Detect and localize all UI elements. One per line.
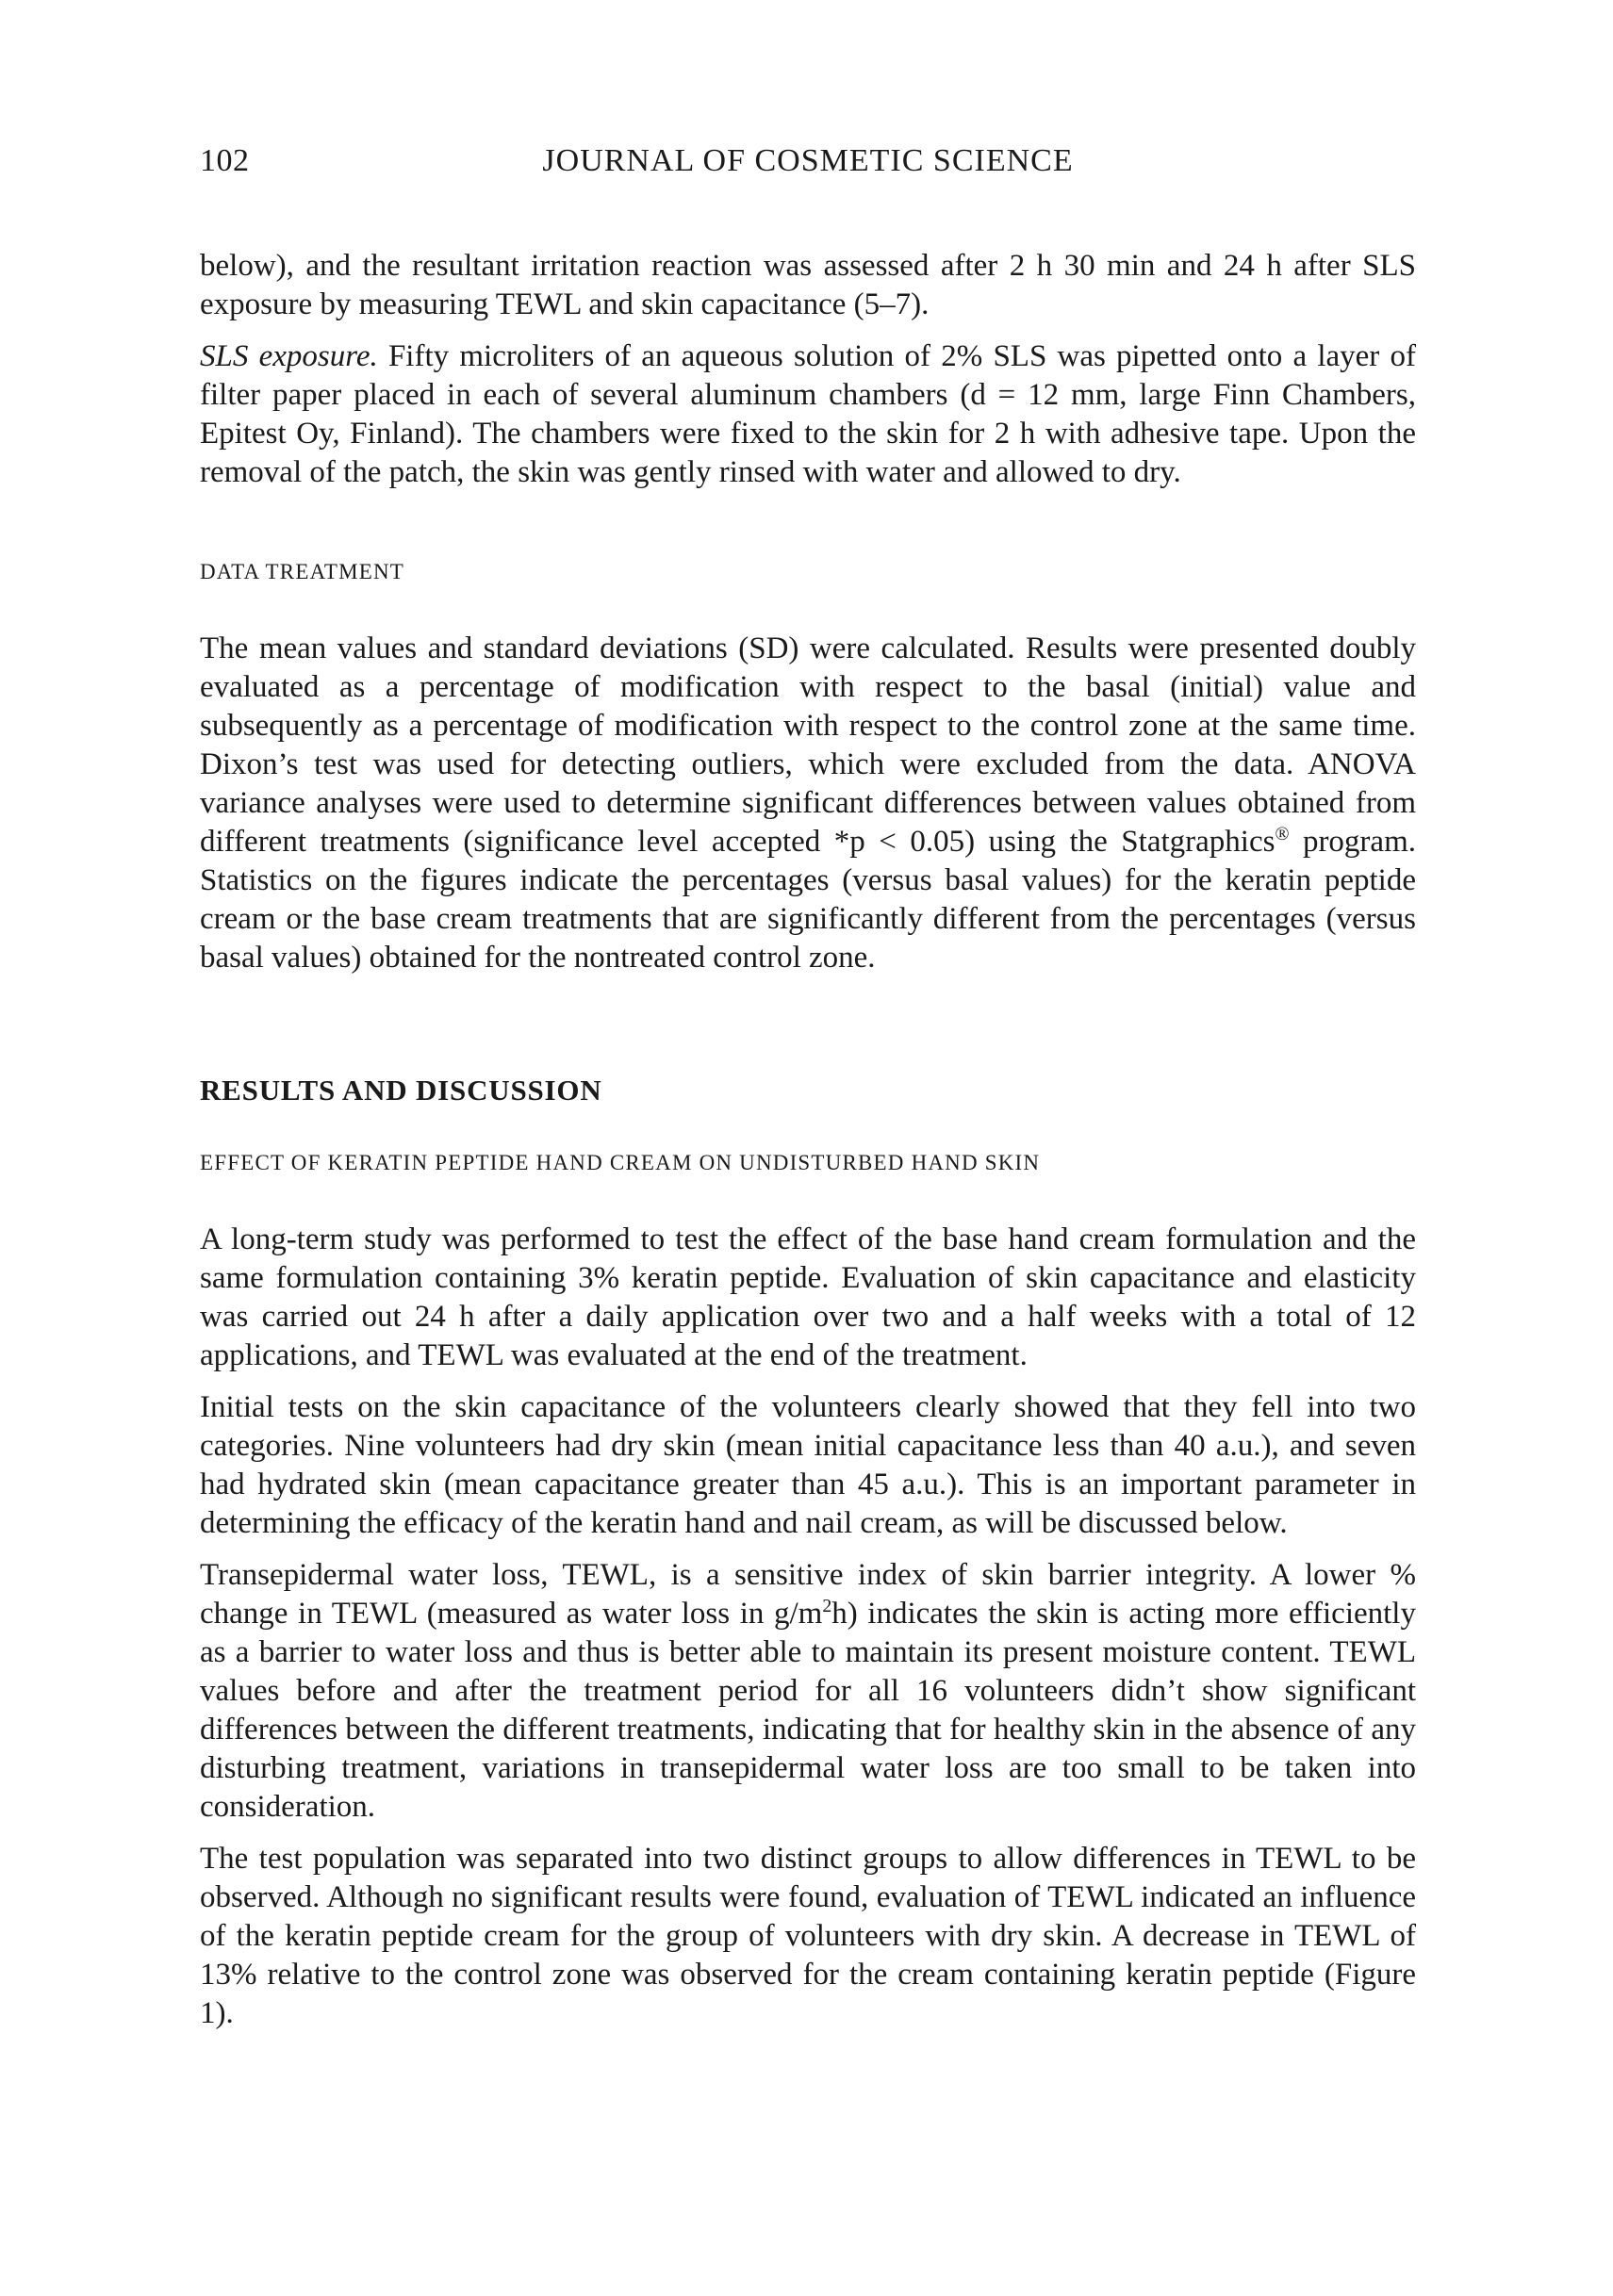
paragraph-tewl (200, 1556, 1416, 1827)
page-number: 102 (200, 143, 250, 178)
superscript-two: 2 (822, 1596, 832, 1616)
paragraph-sls-exposure-text: Fifty microliters of an aqueous solution of 2% SLS was pipetted onto a layer of filter paper placed in each of several aluminum chambers (d = 12 mm, large Finn Chambers, Epitest Oy, Finland). The chambers were fixed to the skin for 2 h with adhesive tape. Upon the removal of the patch, the skin was gently rinsed with water and allowed to dry. (200, 339, 1416, 489)
registered-mark: ® (1275, 824, 1290, 845)
paragraph-initial-tests: Initial tests on the skin capacitance of the volunteers clearly showed that they fell into two categories. Nine volunteers had dry skin (mean initial capacitance less than 40 a.u.), and seven had hydrated skin (mean capacitance greater than 45 a.u.). This is an important parameter in determining the efficacy of the keratin hand and nail cream, as will be discussed below. (200, 1390, 1416, 1540)
paragraph-tewl-text-b: h) indicates the skin is acting more efficiently as a barrier to water loss and thus is better able to maintain its present moisture content. TEWL values before and after the treatment period for all 16 volunteers didn’t show significant differences between the different treatments, indicating that for healthy skin in the absence of any disturbing treatment, variations in transepidermal water loss are too small to be taken into consideration. (200, 1597, 1416, 1824)
section-subheading-data-treatment: DATA TREATMENT (200, 560, 405, 583)
paragraph-tewl-text-a: Transepidermal water loss, TEWL, is a sensitive index of skin barrier integrity. A lower % change in TEWL (measured as water loss in g/m (200, 1558, 1416, 1631)
paragraph-continued: below), and the resultant irritation reaction was assessed after 2 h 30 min and 24 h after SLS exposure by measuring TEWL and skin capacitance (5–7). (200, 249, 1416, 321)
run-in-heading-sls-exposure: SLS exposure. (200, 339, 378, 373)
section-subheading-effect: EFFECT OF KERATIN PEPTIDE HAND CREAM ON UNDISTURBED HAND SKIN (200, 1151, 1041, 1174)
paragraph-sls-exposure (200, 337, 1416, 492)
article-body (200, 247, 1416, 2046)
paragraph-data-treatment-text-b: program. Statistics on the figures indicate the percentages (versus basal values) for the keratin peptide cream or the base cream treatments that are significantly different from the percentages (versus basal values) obtained for the nontreated control zone. (200, 825, 1416, 975)
section-heading-results: RESULTS AND DISCUSSION (200, 1074, 602, 1107)
journal-title: JOURNAL OF COSMETIC SCIENCE (542, 143, 1074, 178)
paragraph-long-term-study: A long-term study was performed to test the effect of the base hand cream formulation and the same formulation containing 3% keratin peptide. Evaluation of skin capacitance and elasticity was carried out 24 h after a daily application over two and a half weeks with a total of 12 applications, and TEWL was evaluated at the end of the treatment. (200, 1222, 1416, 1372)
paragraph-test-population: The test population was separated into two distinct groups to allow differences in TEWL to be observed. Although no significant results were found, evaluation of TEWL indicated an influence of the keratin peptide cream for the group of volunteers with dry skin. A decrease in TEWL of 13% relative to the control zone was observed for the cream containing keratin peptide (Figure 1). (200, 1842, 1416, 2030)
running-head (200, 143, 1416, 187)
paragraph-data-treatment (200, 630, 1416, 977)
paragraph-data-treatment-text-a: The mean values and standard deviations (SD) were calculated. Results were presented doubly evaluated as a percentage of modification with respect to the basal (initial) value and subsequently as a percentage of modification with respect to the control zone at the same time. Dixon’s test was used for detecting outliers, which were excluded from the data. ANOVA variance analyses were used to determine significant differences between values obtained from different treatments (significance level accepted *p < 0.05) using the Statgraphics (200, 631, 1416, 859)
